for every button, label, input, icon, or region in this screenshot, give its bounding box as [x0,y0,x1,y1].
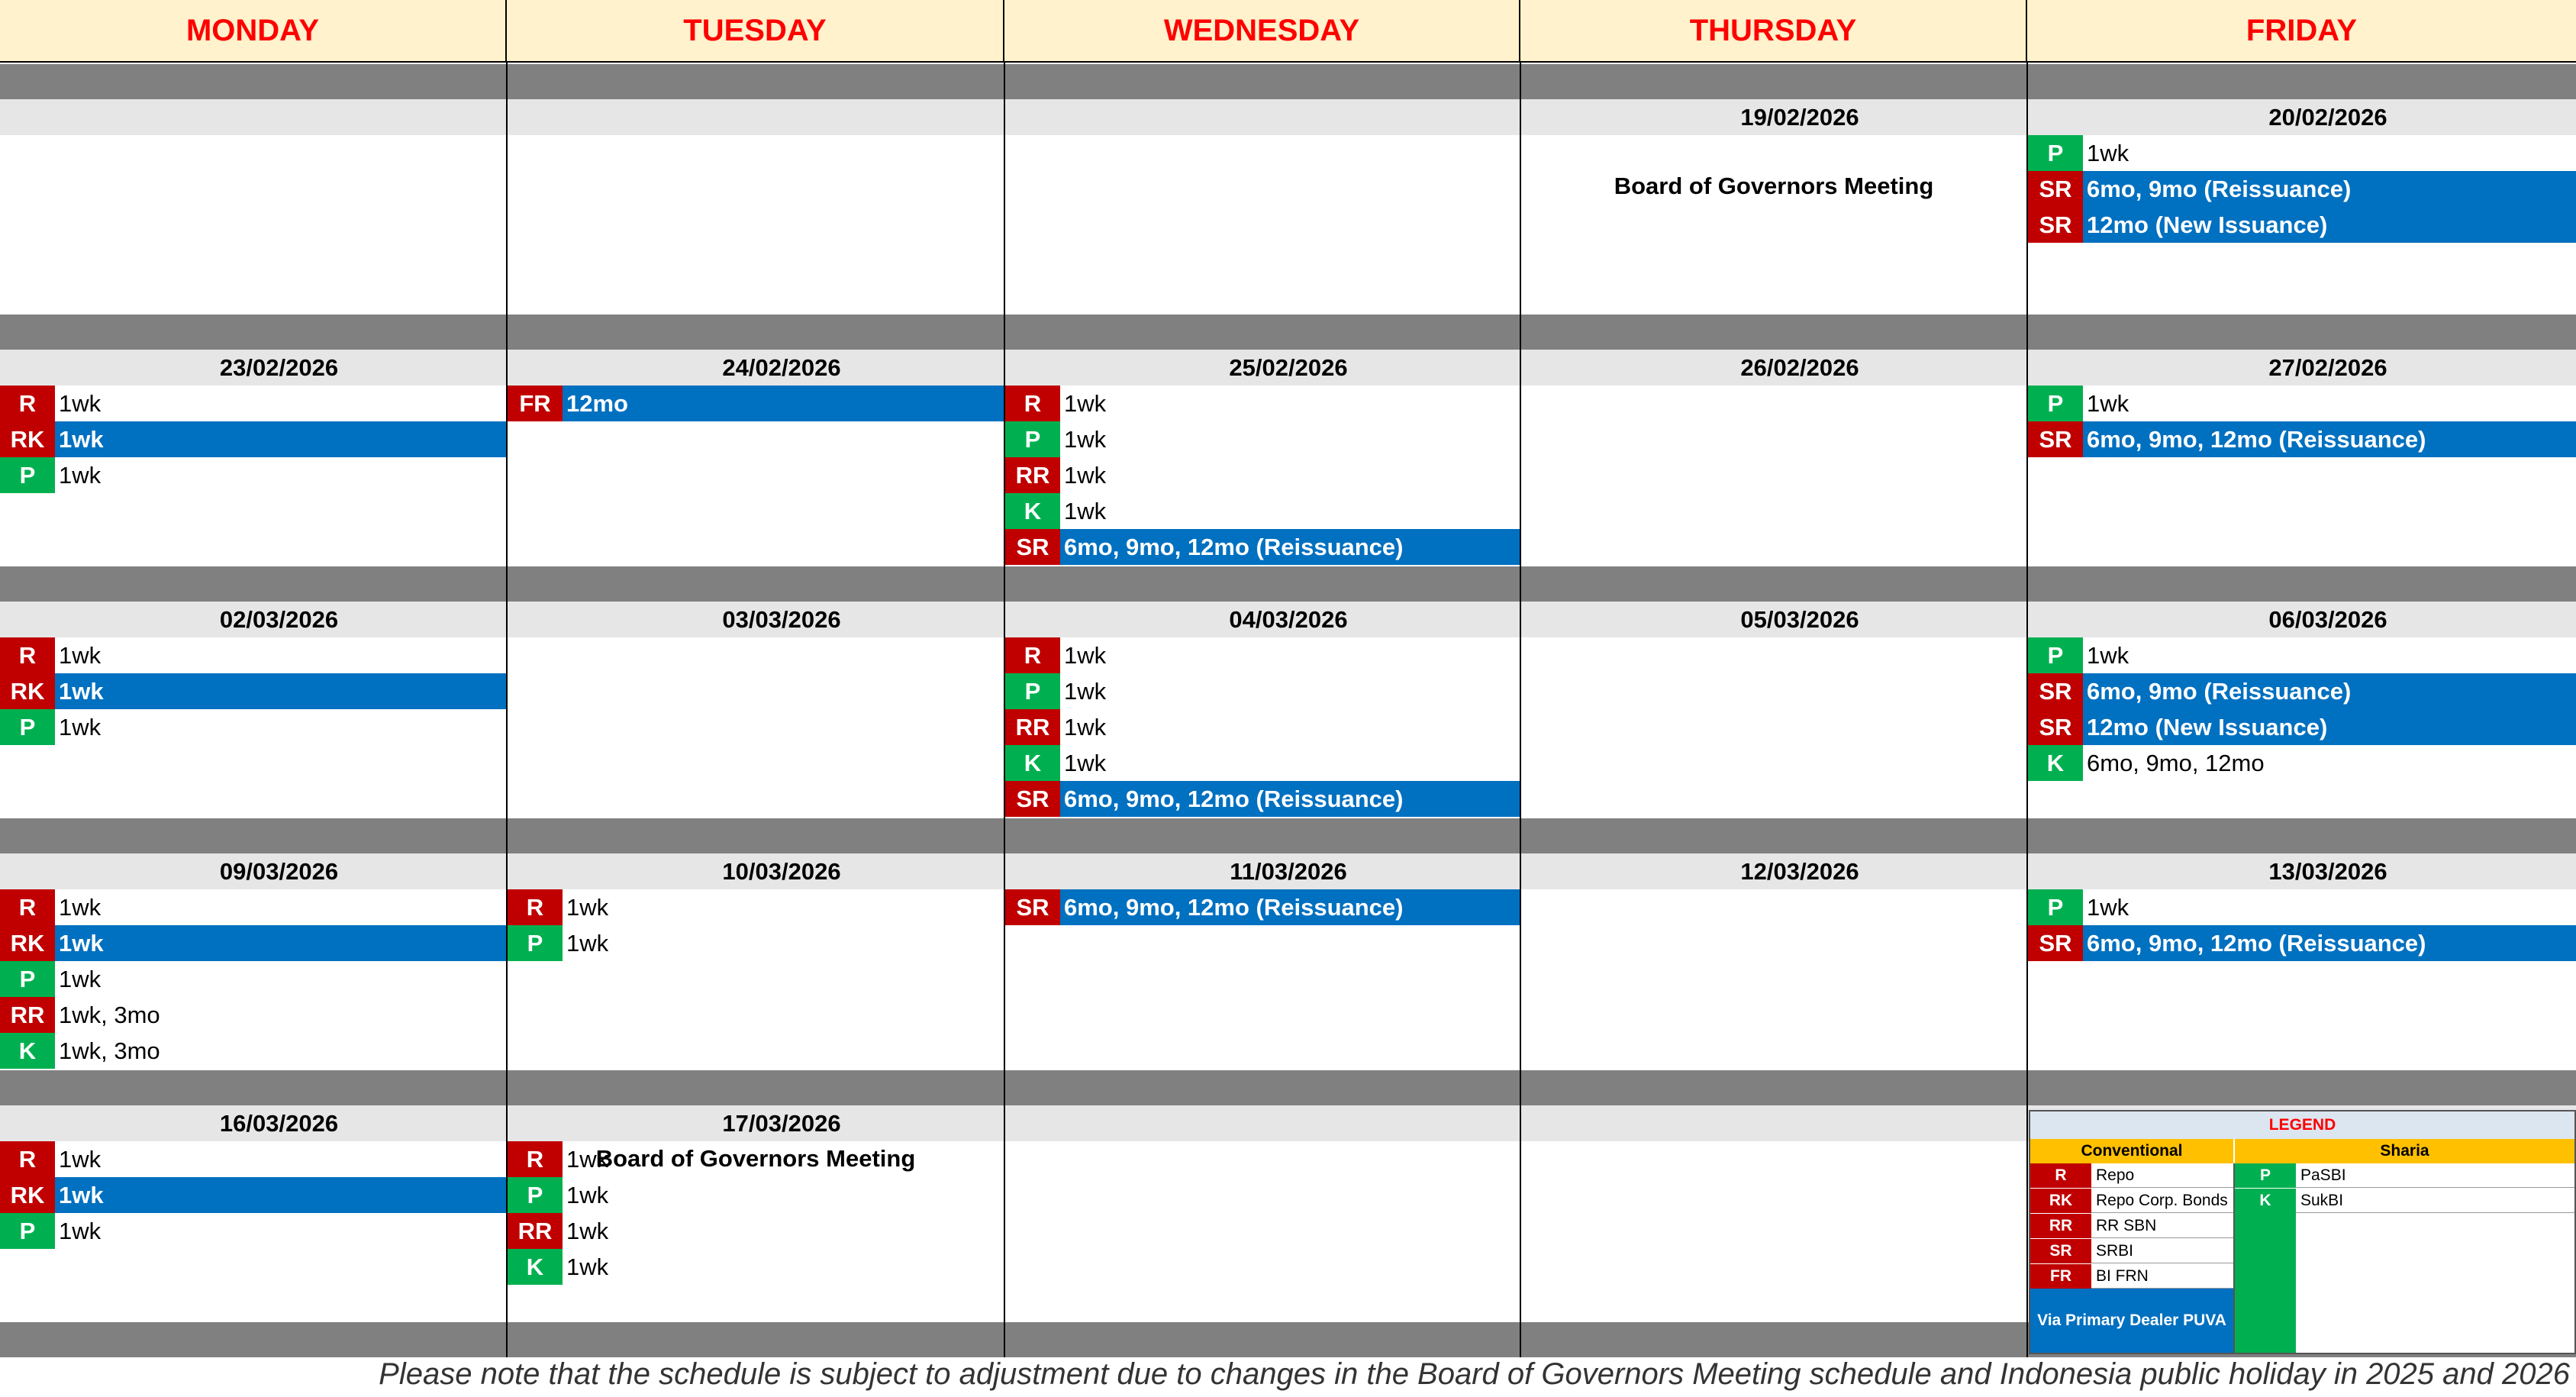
legend-item [2030,1189,2233,1213]
tenor-text: 1wk [566,893,609,921]
instrument-code-badge: R [1005,637,1060,673]
legend-code: RR [2030,1214,2091,1238]
date-header-w1-wed [1005,99,1520,135]
instrument-code-badge: P [0,457,55,493]
instrument-code-badge: RK [0,421,55,457]
instrument-code-badge: SR [2028,171,2083,207]
tenor-text: 1wk [1064,713,1107,740]
date-header-w4-fri [2028,853,2576,889]
instrument-code-badge: RK [0,673,55,709]
legend-code: K [2235,1189,2296,1213]
tenor-text: 1wk [1064,389,1107,417]
board-meeting-label: Board of Governors Meeting [1614,173,1934,199]
tenor-text: 1wk [55,925,506,961]
legend-item [2030,1239,2233,1263]
instrument-code-badge: FR [508,386,563,421]
date-header-w4-thu [1521,853,2026,889]
auction-entry [0,457,506,493]
header-friday: FRIDAY [2027,0,2576,63]
legend-item [2235,1189,2574,1213]
date-header-w3-tue [508,602,1004,637]
tenor-text: 1wk [566,1181,609,1208]
instrument-code-badge: K [2028,745,2083,781]
auction-entry [2028,171,2576,207]
tenor-text: 1wk [55,421,506,457]
date-label: 11/03/2026 [1230,857,1347,885]
instrument-code-badge: K [508,1249,563,1285]
instrument-code-badge: P [2028,135,2083,171]
date-label: 26/02/2026 [1740,353,1859,381]
date-label: 19/02/2026 [1740,103,1859,131]
instrument-code-badge: P [1005,421,1060,457]
auction-entry [1005,529,1520,565]
tenor-text: 6mo, 9mo (Reissuance) [2083,673,2576,709]
date-label: 24/02/2026 [722,353,841,381]
instrument-code-badge: P [1005,673,1060,709]
instrument-code-badge: P [0,709,55,745]
date-header-w2-tue [508,350,1004,386]
instrument-code-badge: RR [1005,709,1060,745]
auction-entry [1005,673,1520,709]
auction-entry [2028,709,2576,745]
date-label: 17/03/2026 [722,1109,841,1137]
instrument-code-badge: P [0,1213,55,1249]
tenor-text: 1wk [1064,497,1107,524]
auction-entry [1005,889,1520,925]
auction-entry [508,386,1004,421]
week-separator [0,315,2576,350]
auction-entry [2028,386,2576,421]
tenor-text: 12mo (New Issuance) [2083,709,2576,745]
auction-entry [2028,135,2576,171]
legend-code: RK [2030,1189,2091,1213]
legend-code: SR [2030,1239,2091,1263]
date-label: 25/02/2026 [1229,353,1348,381]
date-header-w2-fri [2028,350,2576,386]
auction-entry [1005,637,1520,673]
tenor-text: 1wk [2087,139,2129,166]
auction-entry [0,1213,506,1249]
auction-entry [0,1033,506,1069]
date-label: 16/03/2026 [219,1109,339,1137]
tenor-text: 1wk [2087,893,2129,921]
date-label: 03/03/2026 [722,605,841,633]
auction-entry [0,925,506,961]
legend-label: Repo [2096,1166,2135,1184]
auction-entry [1005,457,1520,493]
header-tuesday: TUESDAY [507,0,1004,63]
week-separator [0,64,2576,99]
tenor-text: 1wk [2087,389,2129,417]
date-label: 04/03/2026 [1229,605,1348,633]
instrument-code-badge: SR [2028,925,2083,961]
date-header-w5-wed [1005,1105,1520,1141]
board-meeting-label: Board of Governors Meeting [595,1145,916,1172]
date-label: 23/02/2026 [219,353,339,381]
tenor-text: 1wk [2087,641,2129,669]
tenor-text: 12mo (New Issuance) [2083,207,2576,243]
date-header-w4-mon [0,853,506,889]
instrument-code-badge: K [1005,745,1060,781]
date-label: 06/03/2026 [2268,605,2387,633]
legend-item [2030,1264,2233,1289]
tenor-text: 6mo, 9mo, 12mo (Reissuance) [2083,421,2576,457]
legend-label: Repo Corp. Bonds [2096,1191,2228,1209]
auction-entry [1005,386,1520,421]
tenor-text: 1wk [566,1145,609,1173]
auction-entry [2028,421,2576,457]
instrument-code-badge: R [0,889,55,925]
date-header-w4-tue [508,853,1004,889]
tenor-text: 1wk [55,1177,506,1213]
legend-sharia-bar [2235,1212,2296,1353]
legend-item [2030,1214,2233,1238]
instrument-code-badge: SR [1005,529,1060,565]
instrument-code-badge: P [2028,637,2083,673]
legend-conventional-header: Conventional [2030,1139,2233,1163]
instrument-code-badge: RK [0,925,55,961]
instrument-code-badge: SR [1005,889,1060,925]
tenor-text: 6mo, 9mo, 12mo (Reissuance) [1060,889,1520,925]
instrument-code-badge: RR [0,997,55,1033]
date-header-w1-fri [2028,99,2576,135]
legend-title: LEGEND [2030,1111,2574,1139]
legend-primary-dealer-note: Via Primary Dealer PUVA [2030,1289,2233,1353]
date-header-w3-thu [1521,602,2026,637]
legend-code: FR [2030,1264,2091,1289]
tenor-text: 1wk [59,713,102,740]
auction-entry [0,961,506,997]
tenor-text: 6mo, 9mo (Reissuance) [2083,171,2576,207]
auction-entry [0,386,506,421]
auction-entry [508,1213,1004,1249]
date-label: 09/03/2026 [219,857,339,885]
legend-code: P [2235,1163,2296,1188]
legend-label: BI FRN [2096,1266,2149,1285]
date-header-w2-thu [1521,350,2026,386]
instrument-code-badge: R [0,1141,55,1177]
legend-code: R [2030,1163,2091,1188]
auction-entry [0,637,506,673]
auction-entry [2028,745,2576,781]
date-header-w3-mon [0,602,506,637]
auction-entry [0,421,506,457]
auction-entry [2028,889,2576,925]
tenor-text: 1wk [59,1145,102,1173]
instrument-code-badge: R [508,889,563,925]
instrument-code-badge: P [0,961,55,997]
tenor-text: 1wk, 3mo [59,1001,160,1028]
instrument-code-badge: RK [0,1177,55,1213]
tenor-text: 1wk [566,929,609,957]
instrument-code-badge: R [1005,386,1060,421]
instrument-code-badge: R [0,637,55,673]
instrument-code-badge: RR [508,1213,563,1249]
instrument-code-badge: SR [2028,207,2083,243]
instrument-code-badge: R [508,1141,563,1177]
tenor-text: 1wk [566,1217,609,1244]
auction-entry [2028,637,2576,673]
date-header-w2-wed [1005,350,1520,386]
header-wednesday: WEDNESDAY [1004,0,1520,63]
tenor-text: 6mo, 9mo, 12mo (Reissuance) [1060,781,1520,817]
date-label: 10/03/2026 [722,857,841,885]
legend-item [2030,1163,2233,1188]
auction-entry [0,673,506,709]
auction-entry [2028,925,2576,961]
tenor-text: 1wk [59,461,102,489]
auction-entry [2028,673,2576,709]
week-separator [0,1070,2576,1105]
auction-entry [1005,421,1520,457]
auction-entry [0,1141,506,1177]
date-header-w5-mon [0,1105,506,1141]
legend-label: PaSBI [2300,1166,2346,1184]
auction-entry [508,925,1004,961]
date-label: 02/03/2026 [219,605,339,633]
date-header-w3-wed [1005,602,1520,637]
tenor-text: 6mo, 9mo, 12mo [2087,749,2265,776]
tenor-text: 1wk [1064,749,1107,776]
legend-label: SukBI [2300,1191,2344,1209]
tenor-text: 1wk [55,673,506,709]
instrument-code-badge: SR [2028,673,2083,709]
tenor-text: 6mo, 9mo, 12mo (Reissuance) [2083,925,2576,961]
auction-entry [1005,781,1520,817]
legend-sharia-header: Sharia [2235,1139,2574,1163]
tenor-text: 1wk [59,965,102,992]
auction-entry [1005,745,1520,781]
column-divider [1520,63,1521,1357]
header-thursday: THURSDAY [1520,0,2027,63]
auction-entry [0,1177,506,1213]
tenor-text: 1wk [1064,677,1107,705]
tenor-text: 1wk [59,389,102,417]
instrument-code-badge: SR [2028,709,2083,745]
tenor-text: 1wk, 3mo [59,1037,160,1064]
date-header-w2-mon [0,350,506,386]
instrument-code-badge: P [508,1177,563,1213]
auction-entry [508,1177,1004,1213]
date-label: 20/02/2026 [2268,103,2387,131]
tenor-text: 1wk [59,1217,102,1244]
instrument-code-badge: P [2028,386,2083,421]
week-separator [0,818,2576,853]
legend-label: RR SBN [2096,1216,2157,1234]
tenor-text: 12mo [563,386,1004,421]
date-header-w5-tue [508,1105,1004,1141]
tenor-text: 1wk [59,893,102,921]
date-header-w3-fri [2028,602,2576,637]
disclaimer-note: Please note that the schedule is subject to adjustment due to changes in the Board of Governors Meeting schedule and Indonesia public holiday in 2025 and 2026 [379,1357,2570,1391]
auction-entry [1005,709,1520,745]
instrument-code-badge: RR [1005,457,1060,493]
tenor-text: 1wk [1064,641,1107,669]
date-header-w1-mon [0,99,506,135]
tenor-text: 1wk [59,641,102,669]
legend-label: SRBI [2096,1241,2134,1260]
instrument-code-badge: P [508,925,563,961]
tenor-text: 6mo, 9mo, 12mo (Reissuance) [1060,529,1520,565]
date-label: 12/03/2026 [1740,857,1859,885]
instrument-code-badge: SR [1005,781,1060,817]
date-header-w4-wed [1005,853,1520,889]
auction-entry [508,1249,1004,1285]
instrument-code-badge: P [2028,889,2083,925]
date-label: 13/03/2026 [2268,857,2387,885]
date-label: 05/03/2026 [1740,605,1859,633]
tenor-text: 1wk [1064,461,1107,489]
legend [2029,1110,2576,1354]
auction-entry [0,709,506,745]
auction-entry [2028,207,2576,243]
tenor-text: 1wk [566,1253,609,1280]
instrument-code-badge: SR [2028,421,2083,457]
tenor-text: 1wk [1064,425,1107,453]
auction-entry [0,889,506,925]
legend-item [2235,1163,2574,1188]
auction-entry [0,997,506,1033]
instrument-code-badge: R [0,386,55,421]
date-header-w5-thu [1521,1105,2026,1141]
instrument-code-badge: K [0,1033,55,1069]
instrument-code-badge: K [1005,493,1060,529]
header-monday: MONDAY [0,0,507,63]
date-header-w1-tue [508,99,1004,135]
date-header-w1-thu [1521,99,2026,135]
legend-sharia-divider [2233,1163,2235,1353]
auction-entry [508,889,1004,925]
date-label: 27/02/2026 [2268,353,2387,381]
week-separator [0,566,2576,602]
auction-entry [1005,493,1520,529]
